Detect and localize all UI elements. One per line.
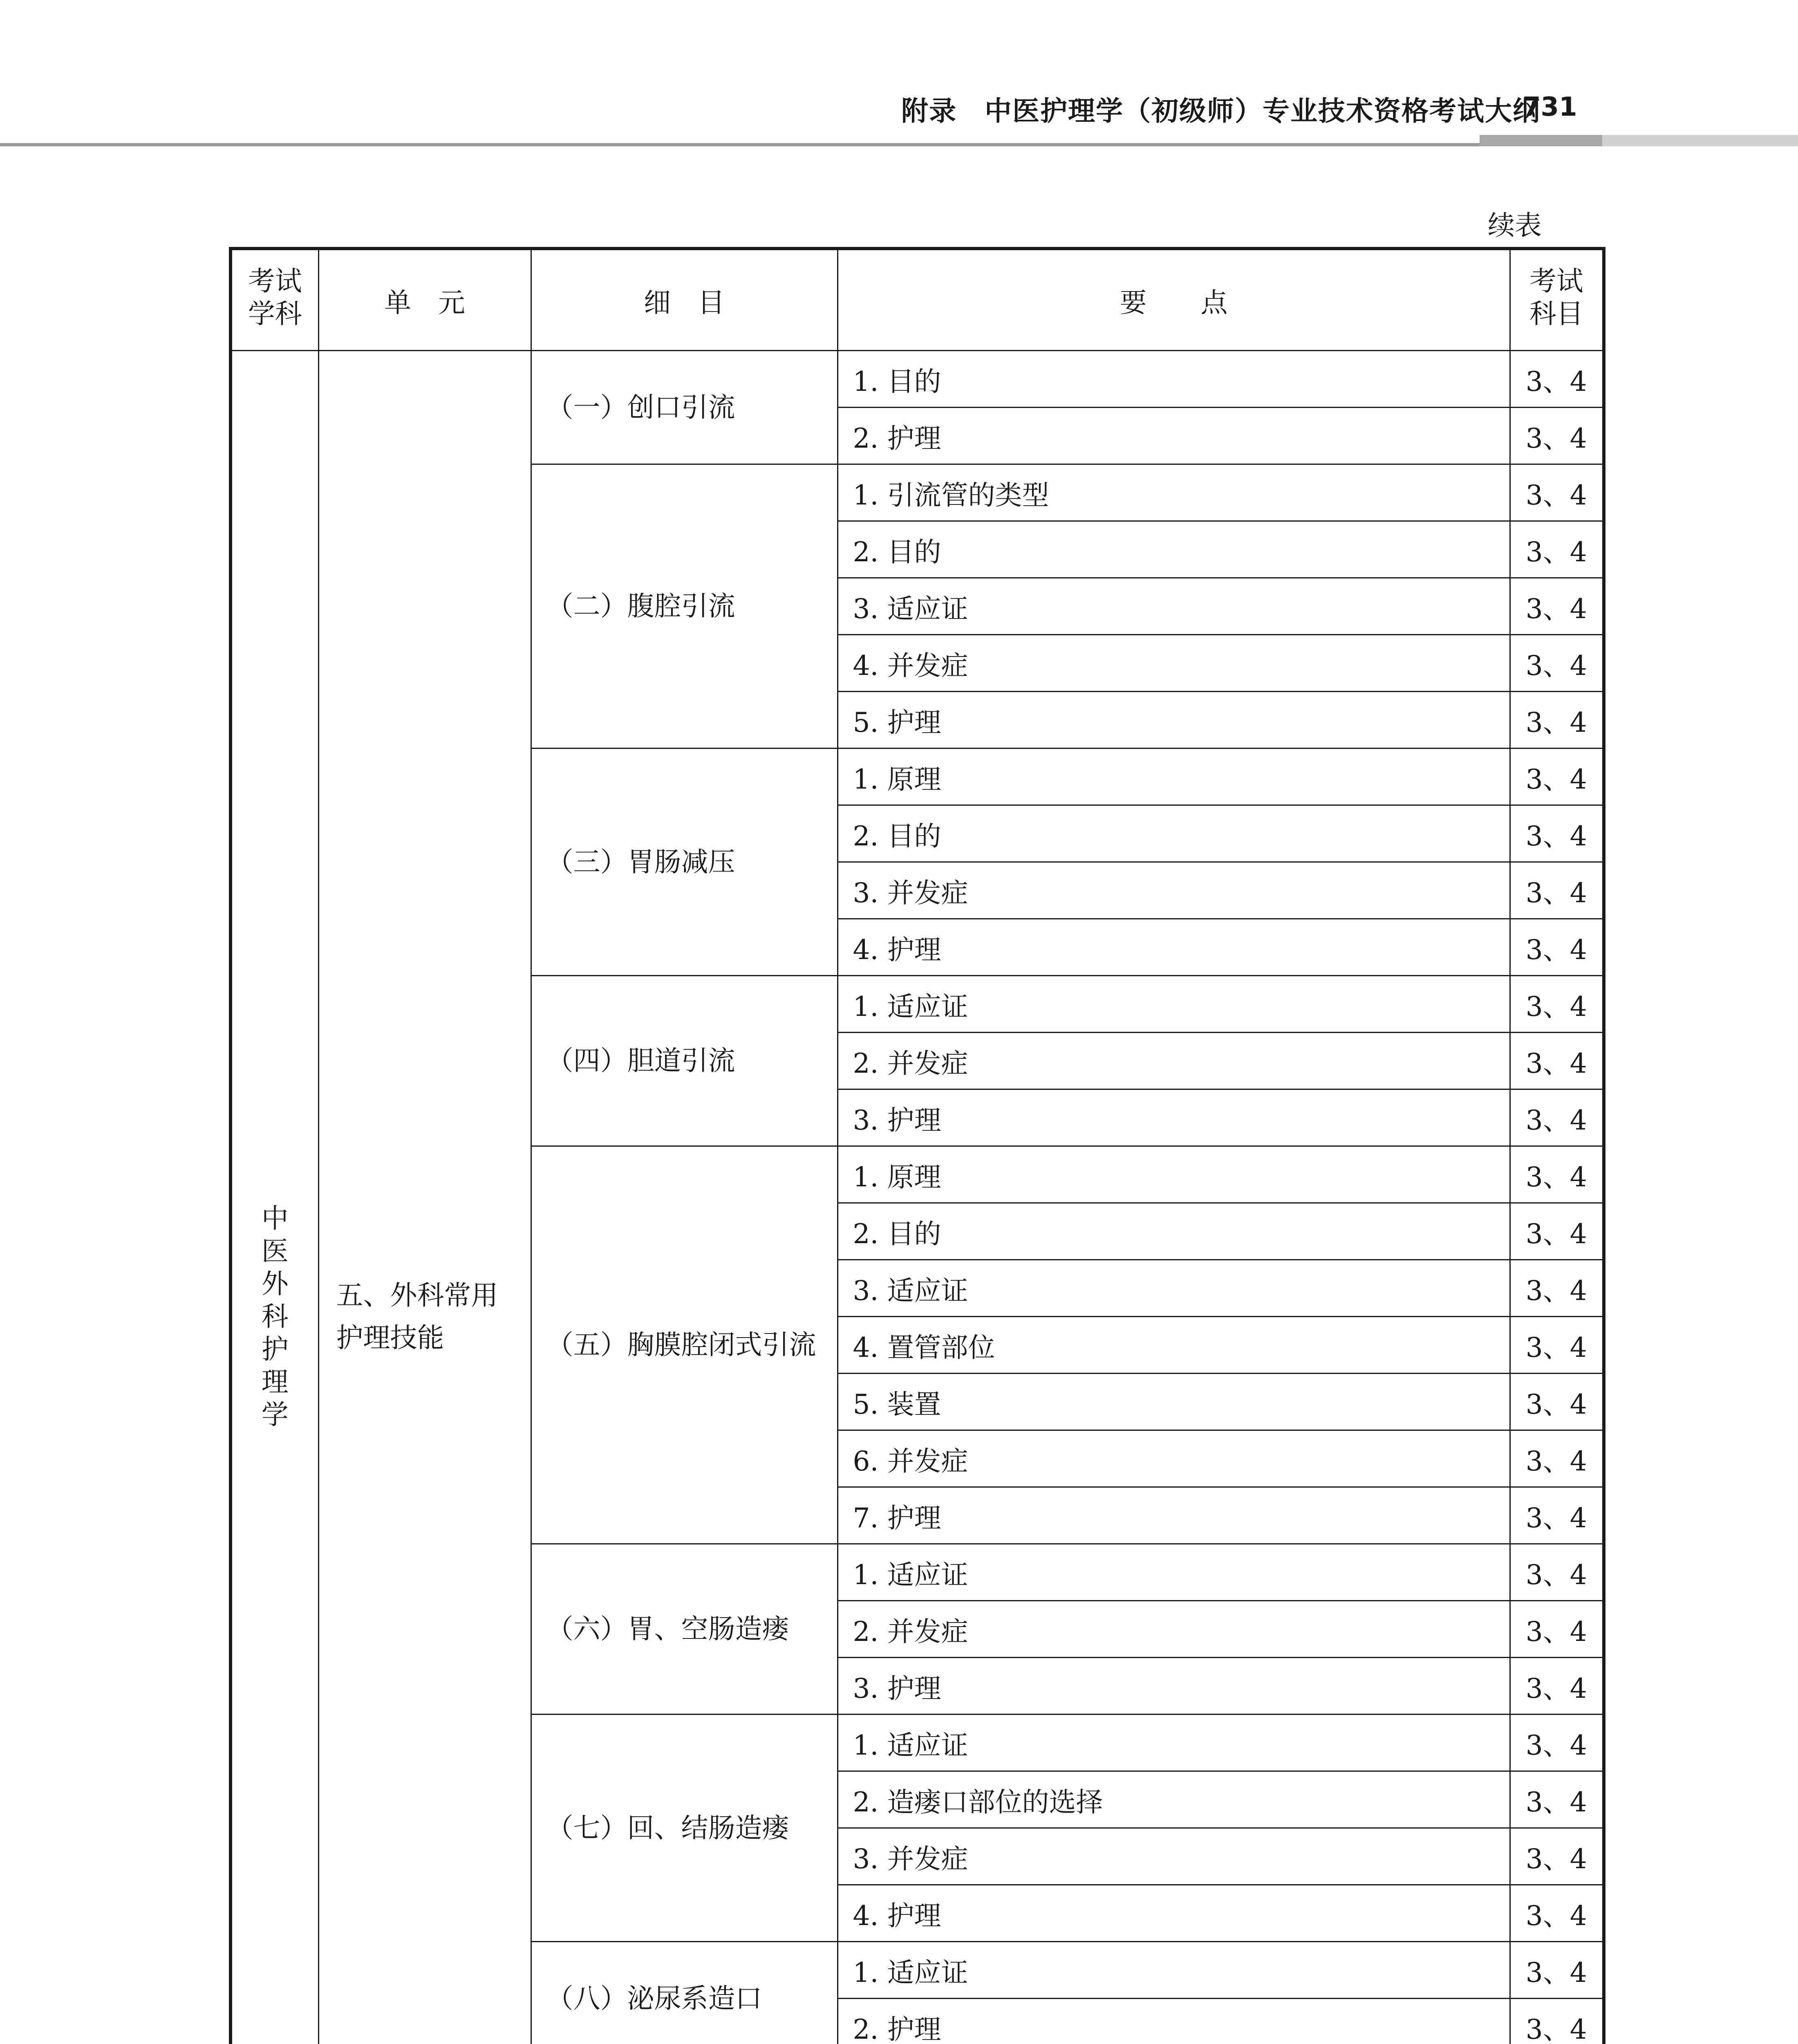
exam-subject-cell: 3、4 [1510, 351, 1604, 408]
item-cell: （二）腹腔引流 [531, 464, 837, 749]
point-cell: 4. 并发症 [837, 635, 1510, 692]
column-header-points: 要 点 [837, 249, 1510, 351]
exam-subject-cell: 3、4 [1510, 1942, 1604, 1999]
exam-subject-cell: 3、4 [1510, 1317, 1604, 1374]
exam-subject-cell: 3、4 [1510, 1885, 1604, 1942]
column-header-subject: 考试学科 [231, 249, 318, 351]
point-cell: 1. 适应证 [837, 1942, 1510, 1999]
point-cell: 1. 适应证 [837, 1715, 1510, 1771]
exam-subject-cell: 3、4 [1510, 1430, 1604, 1487]
point-cell: 3. 适应证 [837, 578, 1510, 635]
exam-subject-cell: 3、4 [1510, 1260, 1604, 1317]
item-cell: （六）胃、空肠造瘘 [531, 1544, 837, 1715]
exam-subject-cell: 3、4 [1510, 692, 1604, 749]
exam-subject-cell: 3、4 [1510, 1715, 1604, 1771]
point-cell: 2. 护理 [837, 1999, 1510, 2044]
table-row [231, 351, 1604, 408]
column-header-unit: 单 元 [318, 249, 531, 351]
point-cell: 3. 护理 [837, 1658, 1510, 1715]
subject-text: 中医外科护理学 [261, 1202, 289, 1430]
point-cell: 4. 护理 [837, 1885, 1510, 1942]
point-cell: 1. 原理 [837, 1146, 1510, 1203]
point-cell: 2. 目的 [837, 805, 1510, 862]
exam-subject-cell: 3、4 [1510, 635, 1604, 692]
point-cell: 5. 护理 [837, 692, 1510, 749]
point-cell: 2. 并发症 [837, 1601, 1510, 1658]
point-cell: 1. 适应证 [837, 1544, 1510, 1601]
exam-subject-cell: 3、4 [1510, 1658, 1604, 1715]
exam-subject-cell: 3、4 [1510, 1487, 1604, 1544]
point-cell: 4. 护理 [837, 919, 1510, 976]
exam-subject-cell: 3、4 [1510, 464, 1604, 521]
subject-cell [231, 351, 318, 2044]
exam-subject-cell: 3、4 [1510, 1089, 1604, 1146]
point-cell: 3. 适应证 [837, 1260, 1510, 1317]
exam-subject-cell: 3、4 [1510, 862, 1604, 919]
point-cell: 1. 引流管的类型 [837, 464, 1510, 521]
point-cell: 3. 并发症 [837, 862, 1510, 919]
point-cell: 1. 适应证 [837, 976, 1510, 1033]
point-cell: 2. 并发症 [837, 1033, 1510, 1089]
item-cell: （八）泌尿系造口 [531, 1942, 837, 2044]
page-header [0, 0, 1798, 147]
header-rule [0, 143, 1480, 146]
exam-subject-cell: 3、4 [1510, 1601, 1604, 1658]
exam-subject-cell: 3、4 [1510, 1374, 1604, 1430]
column-header-item: 细 目 [531, 249, 837, 351]
point-cell: 6. 并发症 [837, 1430, 1510, 1487]
point-cell: 2. 目的 [837, 521, 1510, 578]
exam-subject-cell: 3、4 [1510, 521, 1604, 578]
unit-cell: 五、外科常用护理技能 [318, 351, 531, 2044]
continued-label: 续表 [1488, 210, 1542, 241]
point-cell: 3. 并发症 [837, 1828, 1510, 1885]
point-cell: 5. 装置 [837, 1374, 1510, 1430]
point-cell: 7. 护理 [837, 1487, 1510, 1544]
exam-subject-cell: 3、4 [1510, 1771, 1604, 1828]
exam-subject-cell: 3、4 [1510, 976, 1604, 1033]
point-cell: 4. 置管部位 [837, 1317, 1510, 1374]
item-cell: （七）回、结肠造瘘 [531, 1715, 837, 1942]
item-cell: （一）创口引流 [531, 351, 837, 464]
page-number: 731 [1523, 92, 1577, 122]
exam-subject-cell: 3、4 [1510, 805, 1604, 862]
point-cell: 2. 护理 [837, 408, 1510, 464]
point-cell: 2. 目的 [837, 1203, 1510, 1260]
table-body [231, 351, 1604, 2044]
header-title: 附录 中医护理学（初级师）专业技术资格考试大纲 [901, 95, 1541, 127]
exam-subject-cell: 3、4 [1510, 1146, 1604, 1203]
item-cell: （五）胸膜腔闭式引流 [531, 1146, 837, 1544]
point-cell: 1. 目的 [837, 351, 1510, 408]
item-cell: （四）胆道引流 [531, 976, 837, 1146]
point-cell: 1. 原理 [837, 749, 1510, 805]
point-cell: 3. 护理 [837, 1089, 1510, 1146]
table-header-row [231, 249, 1604, 351]
exam-subject-cell: 3、4 [1510, 919, 1604, 976]
exam-subject-cell: 3、4 [1510, 1999, 1604, 2044]
exam-subject-cell: 3、4 [1510, 1203, 1604, 1260]
exam-subject-cell: 3、4 [1510, 578, 1604, 635]
exam-subject-cell: 3、4 [1510, 1544, 1604, 1601]
header-rule-light-block [1602, 135, 1798, 146]
point-cell: 2. 造瘘口部位的选择 [837, 1771, 1510, 1828]
exam-subject-cell: 3、4 [1510, 1828, 1604, 1885]
exam-subject-cell: 3、4 [1510, 1033, 1604, 1089]
exam-subject-cell: 3、4 [1510, 408, 1604, 464]
header-rule-dark-block [1480, 135, 1602, 146]
syllabus-table [229, 247, 1605, 2044]
exam-subject-cell: 3、4 [1510, 749, 1604, 805]
item-cell: （三）胃肠减压 [531, 749, 837, 976]
column-header-exam-subject: 考试科目 [1510, 249, 1604, 351]
